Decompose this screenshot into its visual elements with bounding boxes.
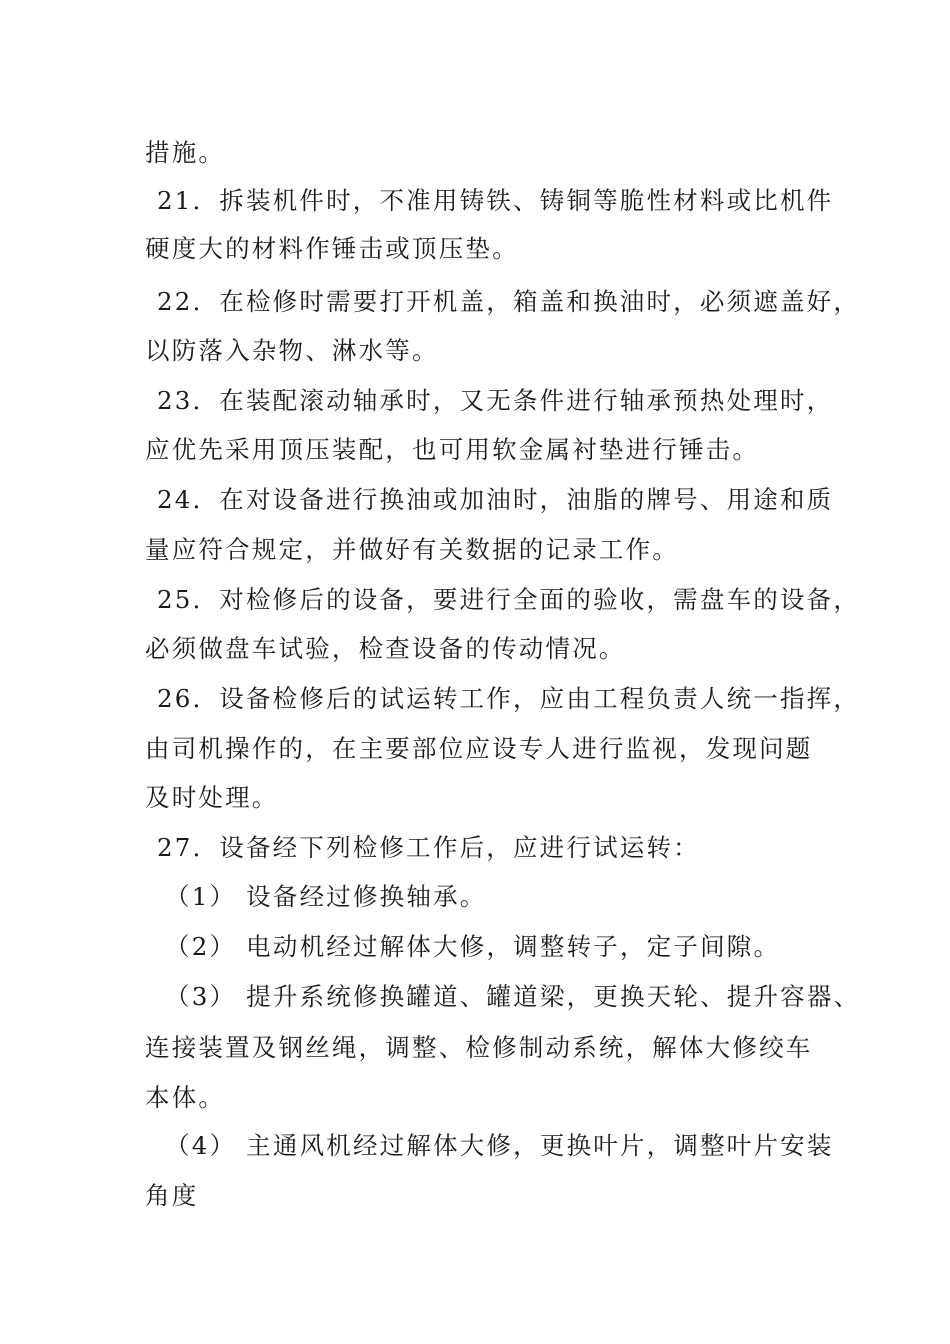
text-line: 措施。 (145, 138, 226, 167)
text-line: （1） 设备经过修换轴承。 (165, 882, 487, 911)
text-line: 由司机操作的，在主要部位应设专人进行监视，发现问题 (145, 734, 813, 763)
text-line: （2） 电动机经过解体大修，调整转子，定子间隙。 (165, 932, 781, 961)
text-line: 23．在装配滚动轴承时，又无条件进行轴承预热处理时， (157, 386, 834, 415)
text-line: 连接装置及钢丝绳，调整、检修制动系统，解体大修绞车 (145, 1033, 813, 1062)
text-line: 角度 (145, 1181, 199, 1210)
text-line: 必须做盘车试验，检查设备的传动情况。 (145, 634, 626, 663)
text-line: 25．对检修后的设备，要进行全面的验收，需盘车的设备， (157, 585, 861, 614)
text-line: 硬度大的材料作锤击或顶压垫。 (145, 234, 519, 263)
text-line: （4） 主通风机经过解体大修，更换叶片，调整叶片安装 (165, 1131, 834, 1160)
text-line: （3） 提升系统修换罐道、罐道梁，更换天轮、提升容器、 (165, 982, 861, 1011)
text-line: 22．在检修时需要打开机盖，箱盖和换油时，必须遮盖好， (157, 287, 861, 316)
text-line: 21．拆装机件时，不准用铸铁、铸铜等脆性材料或比机件 (157, 186, 834, 215)
text-line: 本体。 (145, 1083, 226, 1112)
text-line: 26．设备检修后的试运转工作，应由工程负责人统一指挥， (157, 684, 861, 713)
text-line: 应优先采用顶压装配，也可用软金属衬垫进行锤击。 (145, 435, 760, 464)
text-line: 及时处理。 (145, 783, 279, 812)
text-line: 27．设备经下列检修工作后，应进行试运转： (157, 833, 700, 862)
text-line: 以防落入杂物、淋水等。 (145, 336, 439, 365)
text-line: 量应符合规定，并做好有关数据的记录工作。 (145, 535, 679, 564)
text-line: 24．在对设备进行换油或加油时，油脂的牌号、用途和质 (157, 485, 834, 514)
